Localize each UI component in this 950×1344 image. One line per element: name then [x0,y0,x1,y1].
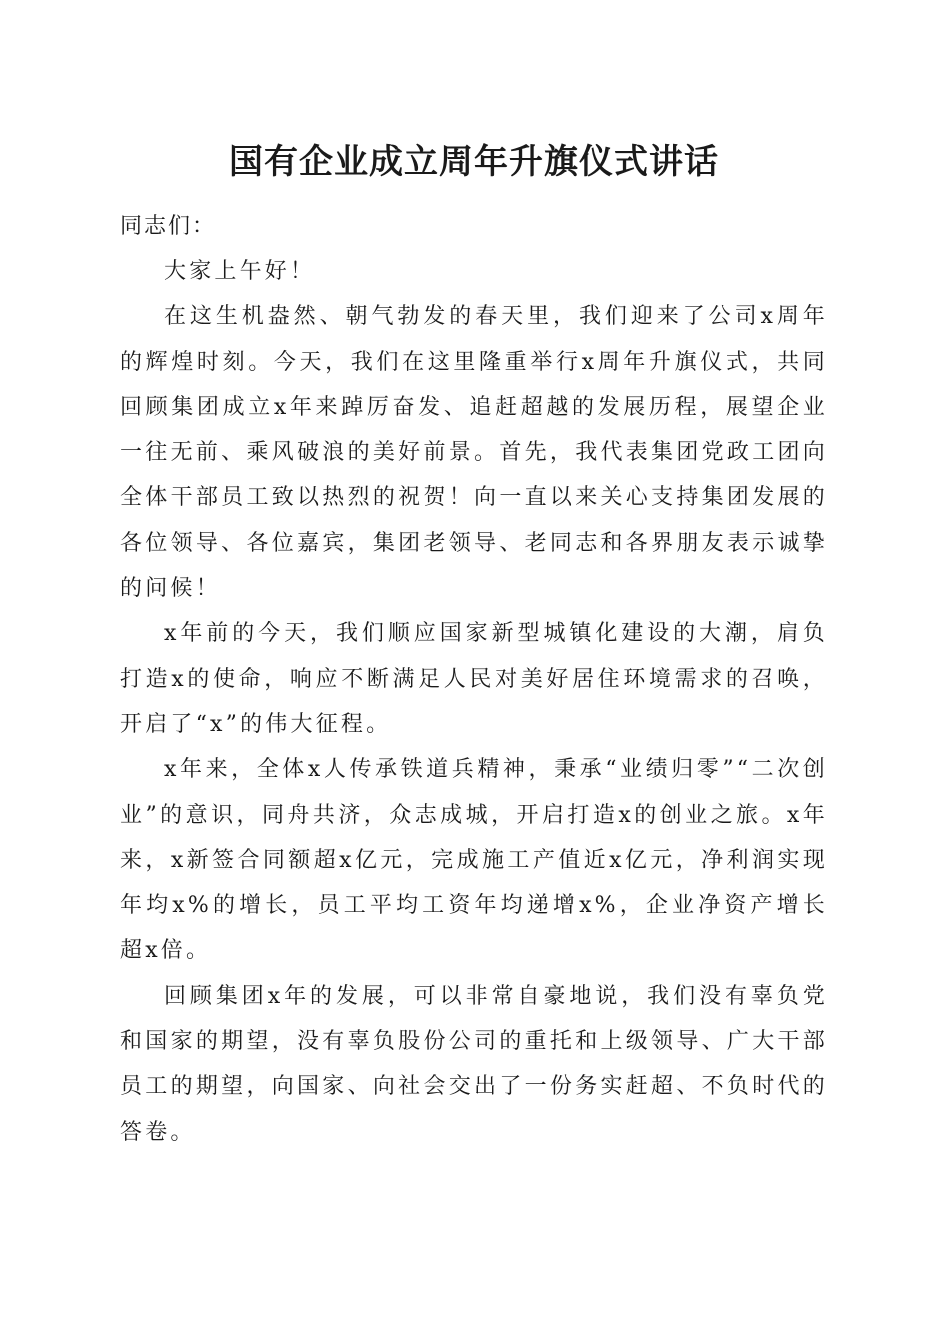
salutation: 同志们： [120,214,217,239]
document-page [120,0,828,1155]
document-title: 国有企业成立周年升旗仪式讲话 [229,142,719,182]
paragraph-anniversary: 在这生机盎然、朝气勃发的春天里，我们迎来了公司x周年的辉煌时刻。今天，我们在这里隆重举行x周年升旗仪式，共同回顾集团成立x年来踔厉奋发、追赶超越的发展历程，展望企业一往无前、乘风破浪的美好前景。首先，我代表集团党政工团向全体干部员工致以热烈的祝贺！向一直以来关心支持集团发展的各位领导、各位嘉宾，集团老领导、老同志和各界朋友表示诚挚的问候！ [120,304,828,602]
paragraph-founding: x年前的今天，我们顺应国家新型城镇化建设的大潮，肩负打造x的使命，响应不断满足人民对美好居住环境需求的召唤，开启了“x”的伟大征程。 [120,621,828,737]
paragraph-greeting: 大家上午好！ [164,259,316,284]
paragraph-review: 回顾集团x年的发展，可以非常自豪地说，我们没有辜负党和国家的期望，没有辜负股份公司的重托和上级领导、广大干部员工的期望，向国家、向社会交出了一份务实赶超、不负时代的答卷。 [120,983,828,1145]
paragraph-achievements: x年来，全体x人传承铁道兵精神，秉承“业绩归零”“二次创业”的意识，同舟共济，众志成城，开启打造x的创业之旅。x年来，x新签合同额超x亿元，完成施工产值近x亿元，净利润实现年均x%的增长，员工平均工资年均递增x%，企业净资产增长超x倍。 [120,757,828,964]
